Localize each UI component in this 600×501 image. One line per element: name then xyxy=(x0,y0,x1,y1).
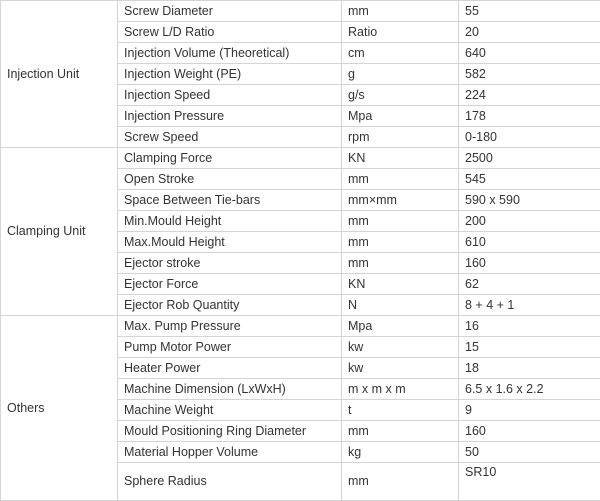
value-cell: 160 xyxy=(459,421,600,442)
parameter-cell: Min.Mould Height xyxy=(118,211,342,232)
unit-cell: mm xyxy=(342,1,459,22)
value-cell: 8 + 4 + 1 xyxy=(459,295,600,316)
parameter-cell: Max.Mould Height xyxy=(118,232,342,253)
value-cell: 545 xyxy=(459,169,600,190)
value-cell: 178 xyxy=(459,106,600,127)
value-cell: 15 xyxy=(459,337,600,358)
group-label: Others xyxy=(1,316,118,501)
unit-cell: t xyxy=(342,400,459,421)
value-cell: 16 xyxy=(459,316,600,337)
unit-cell: g xyxy=(342,64,459,85)
unit-cell: mm xyxy=(342,211,459,232)
unit-cell: mm xyxy=(342,232,459,253)
unit-cell: kw xyxy=(342,358,459,379)
unit-cell: g/s xyxy=(342,85,459,106)
unit-cell: KN xyxy=(342,148,459,169)
value-cell: 160 xyxy=(459,253,600,274)
parameter-cell: Ejector Force xyxy=(118,274,342,295)
parameter-cell: Sphere Radius xyxy=(118,463,342,501)
unit-cell: Ratio xyxy=(342,22,459,43)
group-label: Clamping Unit xyxy=(1,148,118,316)
unit-cell: m x m x m xyxy=(342,379,459,400)
parameter-cell: Mould Positioning Ring Diameter xyxy=(118,421,342,442)
parameter-cell: Material Hopper Volume xyxy=(118,442,342,463)
unit-cell: rpm xyxy=(342,127,459,148)
parameter-cell: Open Stroke xyxy=(118,169,342,190)
unit-cell: KN xyxy=(342,274,459,295)
value-cell: 50 xyxy=(459,442,600,463)
value-cell: 2500 xyxy=(459,148,600,169)
parameter-cell: Machine Dimension (LxWxH) xyxy=(118,379,342,400)
value-cell: 610 xyxy=(459,232,600,253)
parameter-cell: Ejector Rob Quantity xyxy=(118,295,342,316)
value-cell: 9 xyxy=(459,400,600,421)
parameter-cell: Machine Weight xyxy=(118,400,342,421)
spec-table-body xyxy=(1,1,600,501)
parameter-cell: Max. Pump Pressure xyxy=(118,316,342,337)
unit-cell: mm×mm xyxy=(342,190,459,211)
unit-cell: kw xyxy=(342,337,459,358)
value-cell: SR10 xyxy=(459,463,600,501)
parameter-cell: Injection Volume (Theoretical) xyxy=(118,43,342,64)
value-cell: 0-180 xyxy=(459,127,600,148)
value-cell: 582 xyxy=(459,64,600,85)
value-cell: 6.5 x 1.6 x 2.2 xyxy=(459,379,600,400)
unit-cell: mm xyxy=(342,421,459,442)
unit-cell: N xyxy=(342,295,459,316)
parameter-cell: Clamping Force xyxy=(118,148,342,169)
unit-cell: mm xyxy=(342,169,459,190)
parameter-cell: Pump Motor Power xyxy=(118,337,342,358)
value-cell: 224 xyxy=(459,85,600,106)
parameter-cell: Injection Pressure xyxy=(118,106,342,127)
parameter-cell: Injection Speed xyxy=(118,85,342,106)
value-cell: 55 xyxy=(459,1,600,22)
value-cell: 640 xyxy=(459,43,600,64)
table-row xyxy=(1,148,600,169)
parameter-cell: Screw Speed xyxy=(118,127,342,148)
unit-cell: Mpa xyxy=(342,106,459,127)
value-cell: 62 xyxy=(459,274,600,295)
table-row xyxy=(1,316,600,337)
parameter-cell: Screw Diameter xyxy=(118,1,342,22)
group-label: Injection Unit xyxy=(1,1,118,148)
parameter-cell: Screw L/D Ratio xyxy=(118,22,342,43)
unit-cell: kg xyxy=(342,442,459,463)
unit-cell: Mpa xyxy=(342,316,459,337)
parameter-cell: Ejector stroke xyxy=(118,253,342,274)
value-cell: 590 x 590 xyxy=(459,190,600,211)
value-cell: 200 xyxy=(459,211,600,232)
parameter-cell: Injection Weight (PE) xyxy=(118,64,342,85)
unit-cell: mm xyxy=(342,463,459,501)
parameter-cell: Space Between Tie-bars xyxy=(118,190,342,211)
unit-cell: mm xyxy=(342,253,459,274)
table-row xyxy=(1,1,600,22)
unit-cell: cm xyxy=(342,43,459,64)
value-cell: 18 xyxy=(459,358,600,379)
parameter-cell: Heater Power xyxy=(118,358,342,379)
value-cell: 20 xyxy=(459,22,600,43)
